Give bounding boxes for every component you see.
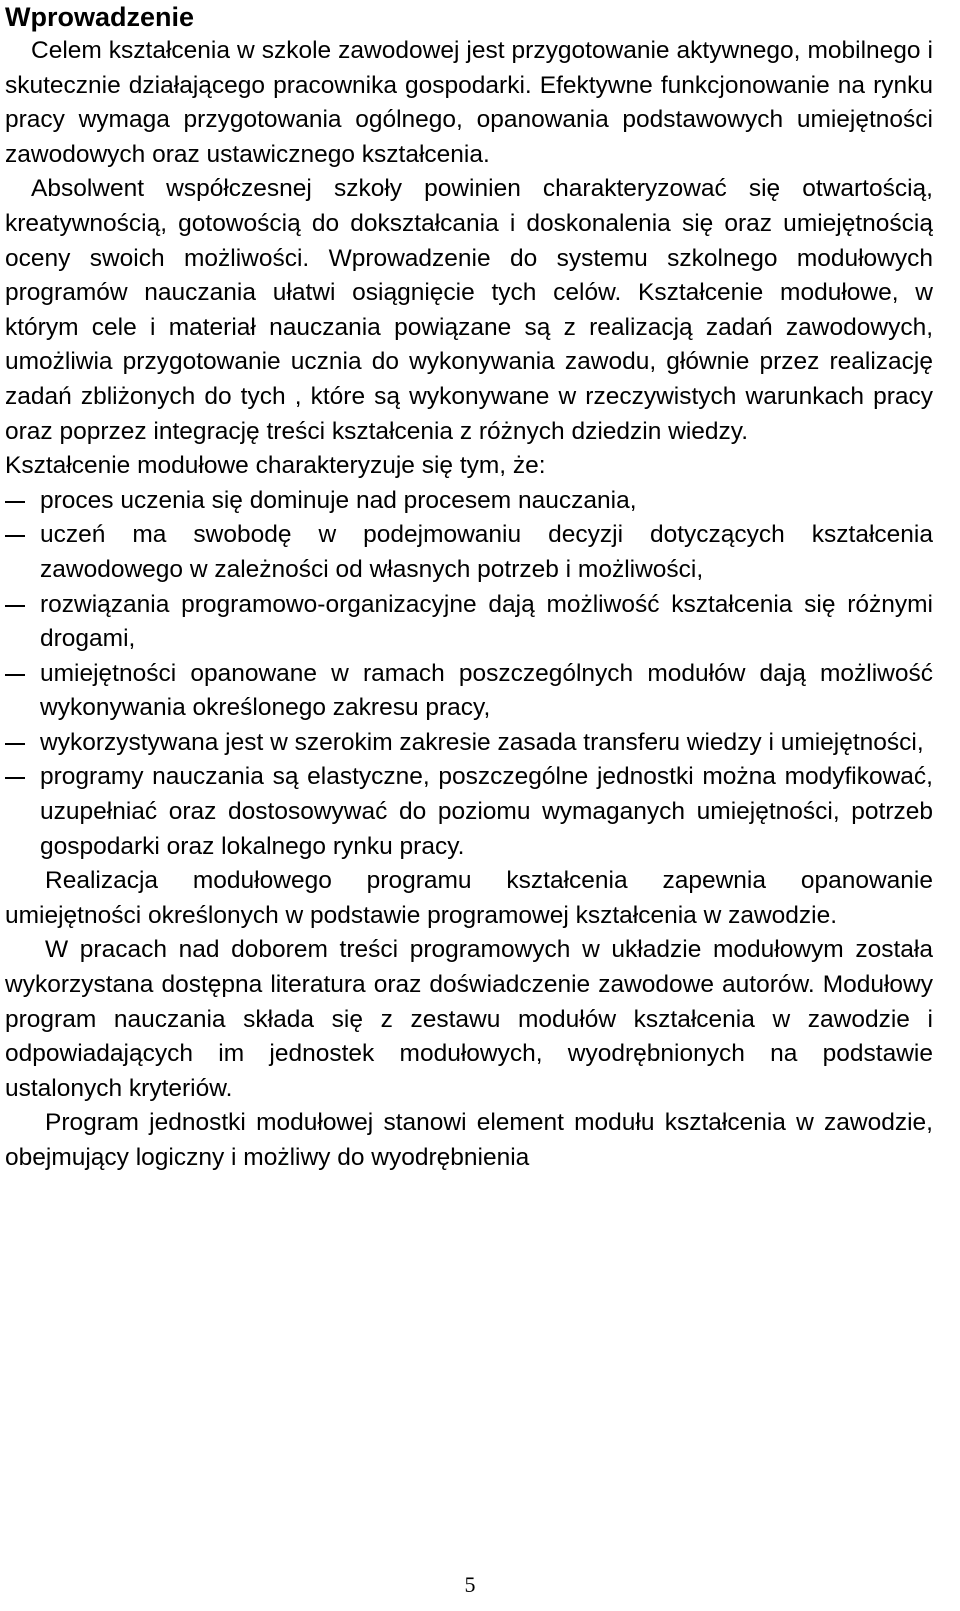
paragraph-module-unit: Program jednostki modułowej stanowi element modułu kształcenia w zawodzie, obejmujący logiczny i możliwy do wyodrębnienia [5, 1109, 933, 1171]
paragraph-realization: Realizacja modułowego programu kształcenia zapewnia opanowanie umiejętności określonych w podstawie programowej kształcenia w zawodzie. [5, 867, 933, 929]
page-number: 5 [464, 1572, 476, 1597]
paragraph-graduate: Absolwent współczesnej szkoły powinien charakteryzować się otwartością, kreatywnością, gotowością do dokształcania i doskonalenia się oraz umiejętnością oceny swoich możliwości. Wprowadzenie do systemu szkolnego modułowych programów nauczania ułatwi osiągnięcie tych celów. Kształcenie modułowe, w którym cele i materiał nauczania powiązane są z realizacją zadań zawodowych, umożliwia przygotowanie ucznia do wykonywania zawodu, głównie przez realizację zadań zbliżonych do tych , które są wykonywane w rzeczywistych warunkach pracy oraz poprzez integrację treści kształcenia z różnych dziedzin wiedzy. [5, 175, 933, 445]
list-item: wykorzystywana jest w szerokim zakresie zasada transferu wiedzy i umiejętności, [5, 726, 933, 761]
list-item: rozwiązania programowo-organizacyjne dają możliwość kształcenia się różnymi drogami, [5, 588, 933, 657]
section-heading: Wprowadzenie [5, 2, 195, 32]
list-item: programy nauczania są elastyczne, poszczególne jednostki można modyfikować, uzupełniać oraz dostosowywać do poziomu wymaganych umiejętności, potrzeb gospodarki oraz lokalnego rynku pracy. [5, 760, 933, 864]
list-intro: Kształcenie modułowe charakteryzuje się tym, że: [5, 452, 546, 480]
paragraph-program-work: W pracach nad doborem treści programowych w układzie modułowym została wykorzystana dostępna literatura oraz doświadczenie zawodowe autorów. Modułowy program nauczania składa się z zestawu modułów kształcenia w zawodzie i odpowiadających im jednostek modułowych, wyodrębnionych na podstawie ustalonych kryteriów. [5, 936, 933, 1102]
feature-list [5, 484, 933, 865]
list-item: proces uczenia się dominuje nad procesem nauczania, [5, 484, 933, 519]
list-item: umiejętności opanowane w ramach poszczególnych modułów dają możliwość wykonywania określonego zakresu pracy, [5, 657, 933, 726]
paragraph-intro: Celem kształcenia w szkole zawodowej jest przygotowanie aktywnego, mobilnego i skutecznie działającego pracownika gospodarki. Efektywne funkcjonowanie na rynku pracy wymaga przygotowania ogólnego, opanowania podstawowych umiejętności zawodowych oraz ustawicznego kształcenia. [5, 37, 933, 168]
document-page [5, 0, 933, 1176]
list-item: uczeń ma swobodę w podejmowaniu decyzji dotyczących kształcenia zawodowego w zależności od własnych potrzeb i możliwości, [5, 518, 933, 587]
